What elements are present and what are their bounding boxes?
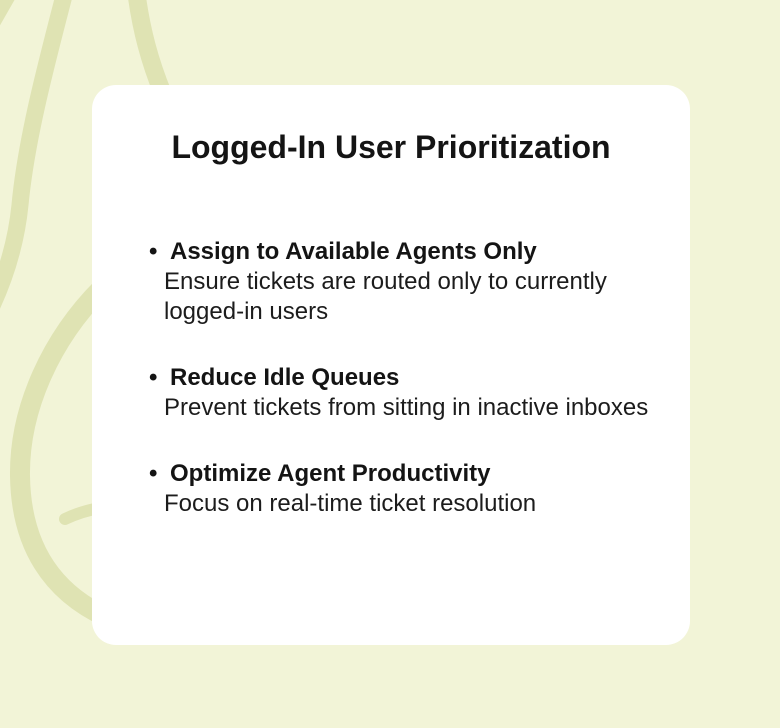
bullet-list xyxy=(148,237,654,519)
content-card xyxy=(92,85,690,645)
swirl-top-stroke xyxy=(136,0,163,94)
bullet-icon: • xyxy=(149,364,158,391)
list-item-heading: Reduce Idle Queues xyxy=(170,364,400,391)
list-item xyxy=(148,363,654,423)
swirl-left-stroke xyxy=(0,0,66,308)
bullet-icon: • xyxy=(149,460,158,487)
list-item-description: Prevent tickets from sitting in inactive inboxes xyxy=(164,394,649,421)
list-item-description: Ensure tickets are routed only to currently logged-in users xyxy=(164,268,607,325)
list-item-description: Focus on real-time ticket resolution xyxy=(164,490,537,517)
swirl-corner-stroke xyxy=(0,0,11,28)
page-title: Logged-In User Prioritization xyxy=(171,129,611,165)
list-item xyxy=(148,237,654,327)
list-item-heading: Assign to Available Agents Only xyxy=(170,238,537,265)
bullet-icon: • xyxy=(149,238,158,265)
list-item xyxy=(148,459,654,519)
list-item-heading: Optimize Agent Productivity xyxy=(170,460,491,487)
